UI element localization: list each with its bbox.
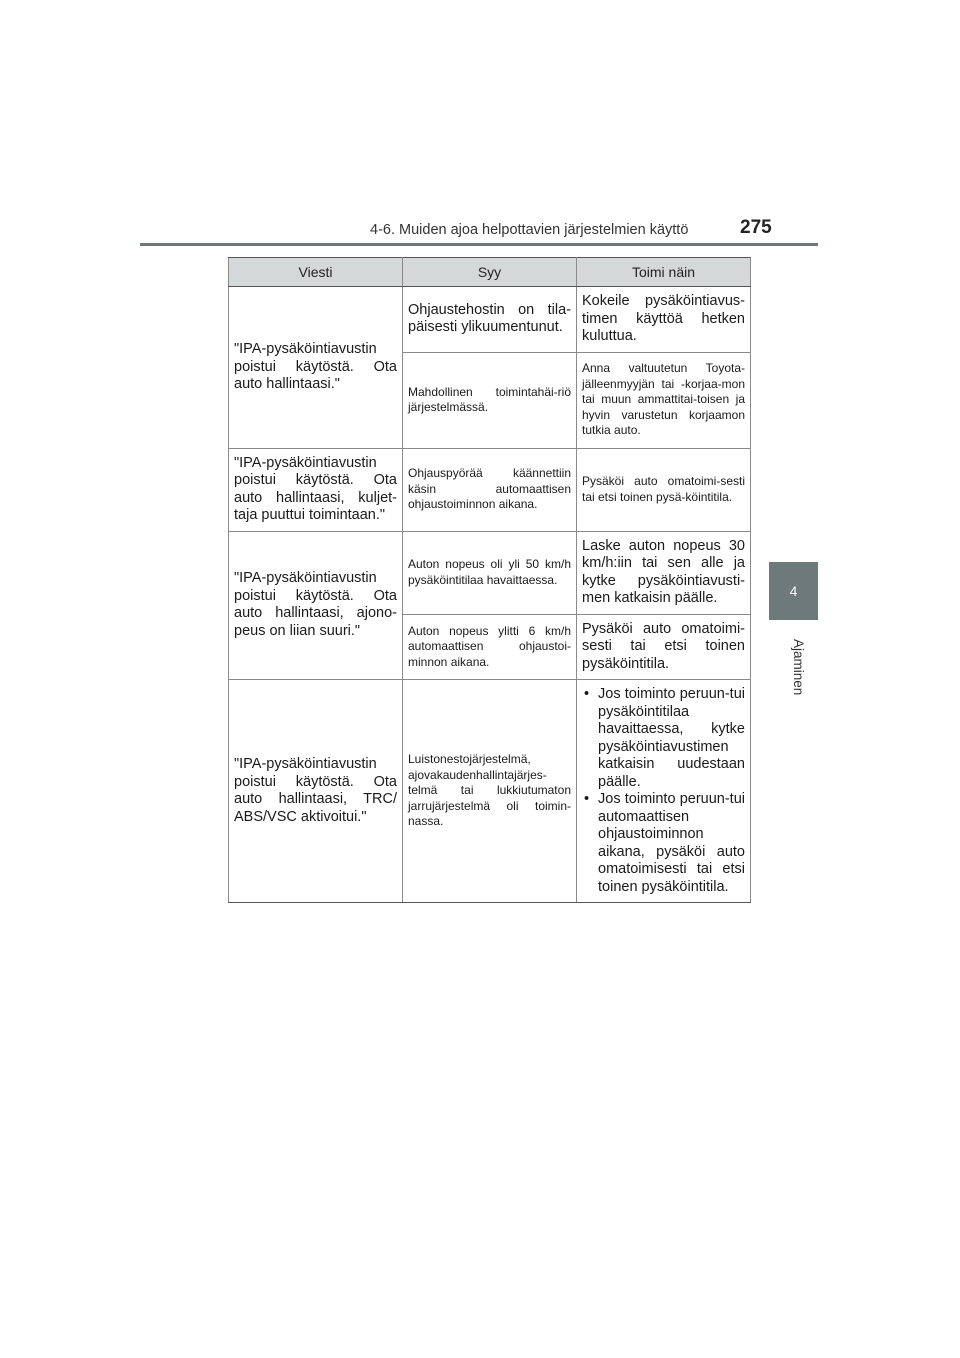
action-cell: Anna valtuutetun Toyota-jälleenmyyjän tai -korjaa-mon tai muun ammattitai-toisen ja hyvin varustetun korjaamon tutkia auto. [577, 352, 751, 448]
message-cell: "IPA-pysäköintiavustin poistui käytöstä. Ota auto hallintaasi, kuljet-taja puuttui toimintaan." [229, 448, 403, 531]
list-item: • Jos toiminto peruun-tui automaattisen ohjaustoiminnon aikana, pysäköi auto omatoimisesti tai etsi toinen pysäköintitila. [582, 791, 745, 896]
column-header-action: Toimi näin [577, 258, 751, 287]
cause-cell: Auton nopeus oli yli 50 km/h pysäköintitilaa havaittaessa. [403, 531, 577, 614]
action-cell: Kokeile pysäköintiavus-timen käyttöä hetken kuluttua. [577, 287, 751, 353]
table-header-row [229, 258, 751, 287]
action-cell [577, 680, 751, 903]
cause-cell: Luistonestojärjestelmä, ajovakaudenhallintajärjes-telmä tai lukkiutumaton jarrujärjestelmä oli toimin-nassa. [403, 680, 577, 903]
message-cell: "IPA-pysäköintiavustin poistui käytöstä. Ota auto hallintaasi." [229, 287, 403, 449]
table-row [229, 680, 751, 903]
table-row [229, 287, 751, 353]
page-number: 275 [740, 217, 772, 238]
cause-cell: Mahdollinen toimintahäi-riö järjestelmässä. [403, 352, 577, 448]
action-cell: Pysäköi auto omatoimi-sesti tai etsi toinen pysä-köintitila. [577, 448, 751, 531]
header-divider [140, 243, 818, 246]
message-table [228, 257, 751, 903]
action-bullet-list [582, 686, 745, 896]
chapter-side-label: Ajaminen [791, 638, 806, 696]
column-header-cause: Syy [403, 258, 577, 287]
table-row [229, 448, 751, 531]
message-cell: "IPA-pysäköintiavustin poistui käytöstä. Ota auto hallintaasi, TRC/ ABS/VSC aktivoitui." [229, 680, 403, 903]
column-header-message: Viesti [229, 258, 403, 287]
cause-cell: Auton nopeus ylitti 6 km/h automaattisen ohjaustoi-minnon aikana. [403, 614, 577, 680]
list-item: • Jos toiminto peruun-tui pysäköintitilaa havaittaessa, kytke pysäköintiavustimen katkaisin uudestaan päälle. [582, 686, 745, 791]
action-cell: Pysäköi auto omatoimi-sesti tai etsi toinen pysäköintitila. [577, 614, 751, 680]
message-cell: "IPA-pysäköintiavustin poistui käytöstä. Ota auto hallintaasi, ajono-peus on liian suuri." [229, 531, 403, 680]
chapter-section-title: 4-6. Muiden ajoa helpottavien järjestelmien käyttö [370, 222, 689, 238]
cause-cell: Ohjauspyörää käännettiin käsin automaattisen ohjaustoiminnon aikana. [403, 448, 577, 531]
cause-cell: Ohjaustehostin on tila-päisesti ylikuumentunut. [403, 287, 577, 353]
table-row [229, 531, 751, 614]
chapter-number: 4 [789, 583, 798, 599]
action-cell: Laske auton nopeus 30 km/h:iin tai sen alle ja kytke pysäköintiavusti-men katkaisin päälle. [577, 531, 751, 614]
chapter-tab [769, 562, 818, 620]
